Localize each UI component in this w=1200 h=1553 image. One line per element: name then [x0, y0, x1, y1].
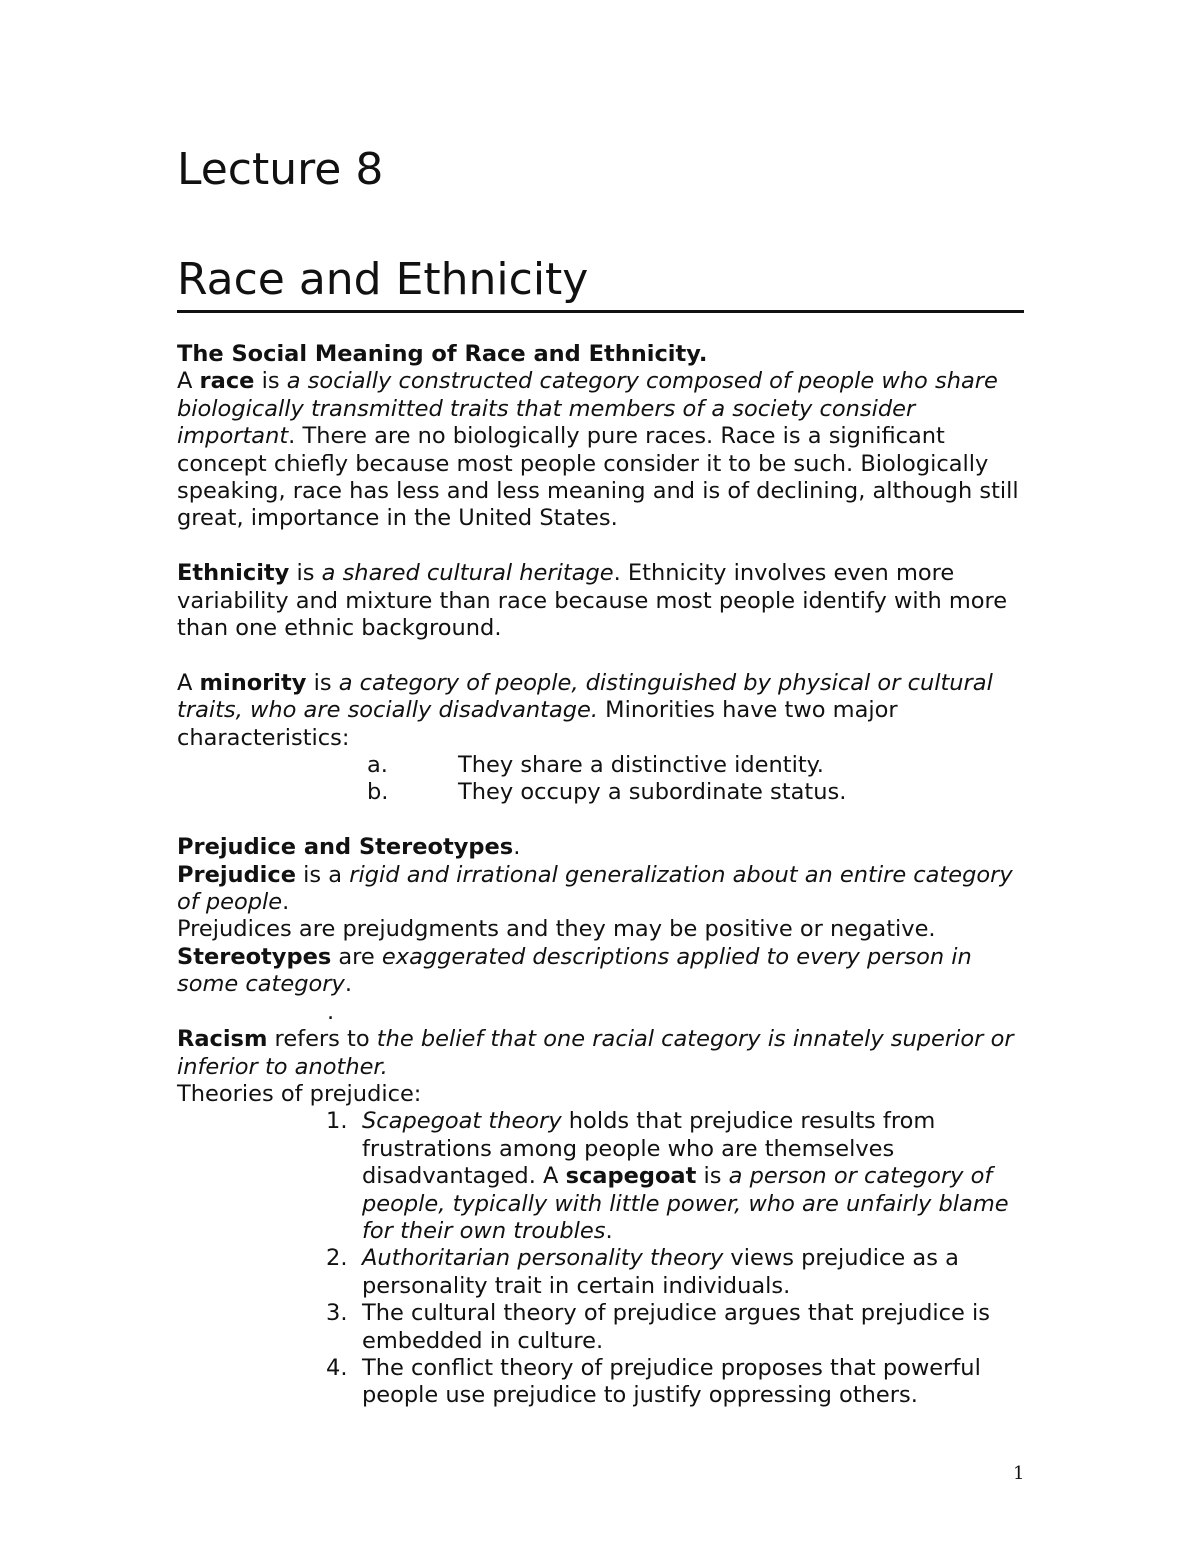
- paragraph-minority: A minority is a category of people, distinguished by physical or cultural traits, who are socially disadvantage. Minorities have two major characteristics:: [177, 669, 993, 751]
- page-title: Race and Ethnicity: [177, 254, 589, 305]
- list-item: a. They share a distinctive identity.: [367, 752, 824, 779]
- theories-list: [177, 1108, 1037, 1409]
- paragraph-ethnicity: Ethnicity is a shared cultural heritage. Ethnicity involves even more variability and mixture than race because most people identify with more than one ethnic background.: [177, 560, 1008, 642]
- definition-stereotypes: exaggerated descriptions applied to every person in some category: [177, 943, 972, 998]
- term-prejudice: Prejudice: [177, 861, 296, 888]
- definition-minority: a category of people, distinguished by physical or cultural traits, who are socially disadvantage.: [177, 669, 993, 724]
- document-body: [177, 341, 1037, 1410]
- list-item: 1. Scapegoat theory holds that prejudice results from frustrations among people who are themselves disadvantaged. A scapegoat is a person or category of people, typically with little power, who are unfairly blame for their own troubles.: [326, 1108, 1009, 1244]
- section-heading-prejudice: Prejudice and Stereotypes.: [177, 834, 521, 861]
- term-stereotypes: Stereotypes: [177, 943, 332, 970]
- term-racism: Racism: [177, 1026, 268, 1053]
- stray-period: .: [327, 998, 335, 1025]
- definition-racism: the belief that one racial category is innately superior or inferior to another.: [177, 1026, 1014, 1080]
- section-heading-social-meaning: The Social Meaning of Race and Ethnicity.: [177, 341, 708, 367]
- title-underline: [177, 310, 1024, 313]
- list-item: 2. Authoritarian personality theory views prejudice as a personality trait in certain individuals.: [326, 1245, 959, 1299]
- term-scapegoat: scapegoat: [565, 1163, 697, 1190]
- minority-characteristics-list: [177, 752, 1037, 807]
- definition-ethnicity: a shared cultural heritage: [321, 560, 614, 587]
- paragraph-racism: Racism refers to the belief that one racial category is innately superior or inferior to another.: [177, 1026, 1014, 1080]
- list-item: b. They occupy a subordinate status.: [367, 779, 847, 806]
- term-minority: minority: [199, 669, 307, 696]
- definition-race: a socially constructed category composed of people who share biologically transmitted traits that members of a society consider important: [177, 368, 998, 450]
- paragraph-prejudice: Prejudice is a rigid and irrational generalization about an entire category of people.: [177, 861, 1013, 916]
- lecture-number: Lecture 8: [177, 144, 384, 195]
- page-number: 1: [1013, 1463, 1025, 1484]
- list-item: 3. The cultural theory of prejudice argues that prejudice is embedded in culture.: [326, 1300, 990, 1354]
- paragraph-prejudgments: Prejudices are prejudgments and they may be positive or negative.: [177, 916, 936, 943]
- term-race: race: [199, 368, 255, 395]
- paragraph-stereotypes: Stereotypes are exaggerated descriptions applied to every person in some category.: [177, 943, 972, 998]
- definition-prejudice: rigid and irrational generalization about an entire category of people: [177, 861, 1013, 916]
- list-item: 4. The conflict theory of prejudice proposes that powerful people use prejudice to justify oppressing others.: [326, 1354, 981, 1409]
- term-ethnicity: Ethnicity: [177, 560, 290, 587]
- paragraph-race: A race is a socially constructed category composed of people who share biologically transmitted traits that members of a society consider important. There are no biologically pure races. Race is a significant concept chiefly because most people consider it to be such. Biologically speaking, race has less and less meaning and is of declining, although still great, importance in the United States.: [177, 368, 1019, 532]
- theories-label: Theories of prejudice:: [177, 1080, 422, 1107]
